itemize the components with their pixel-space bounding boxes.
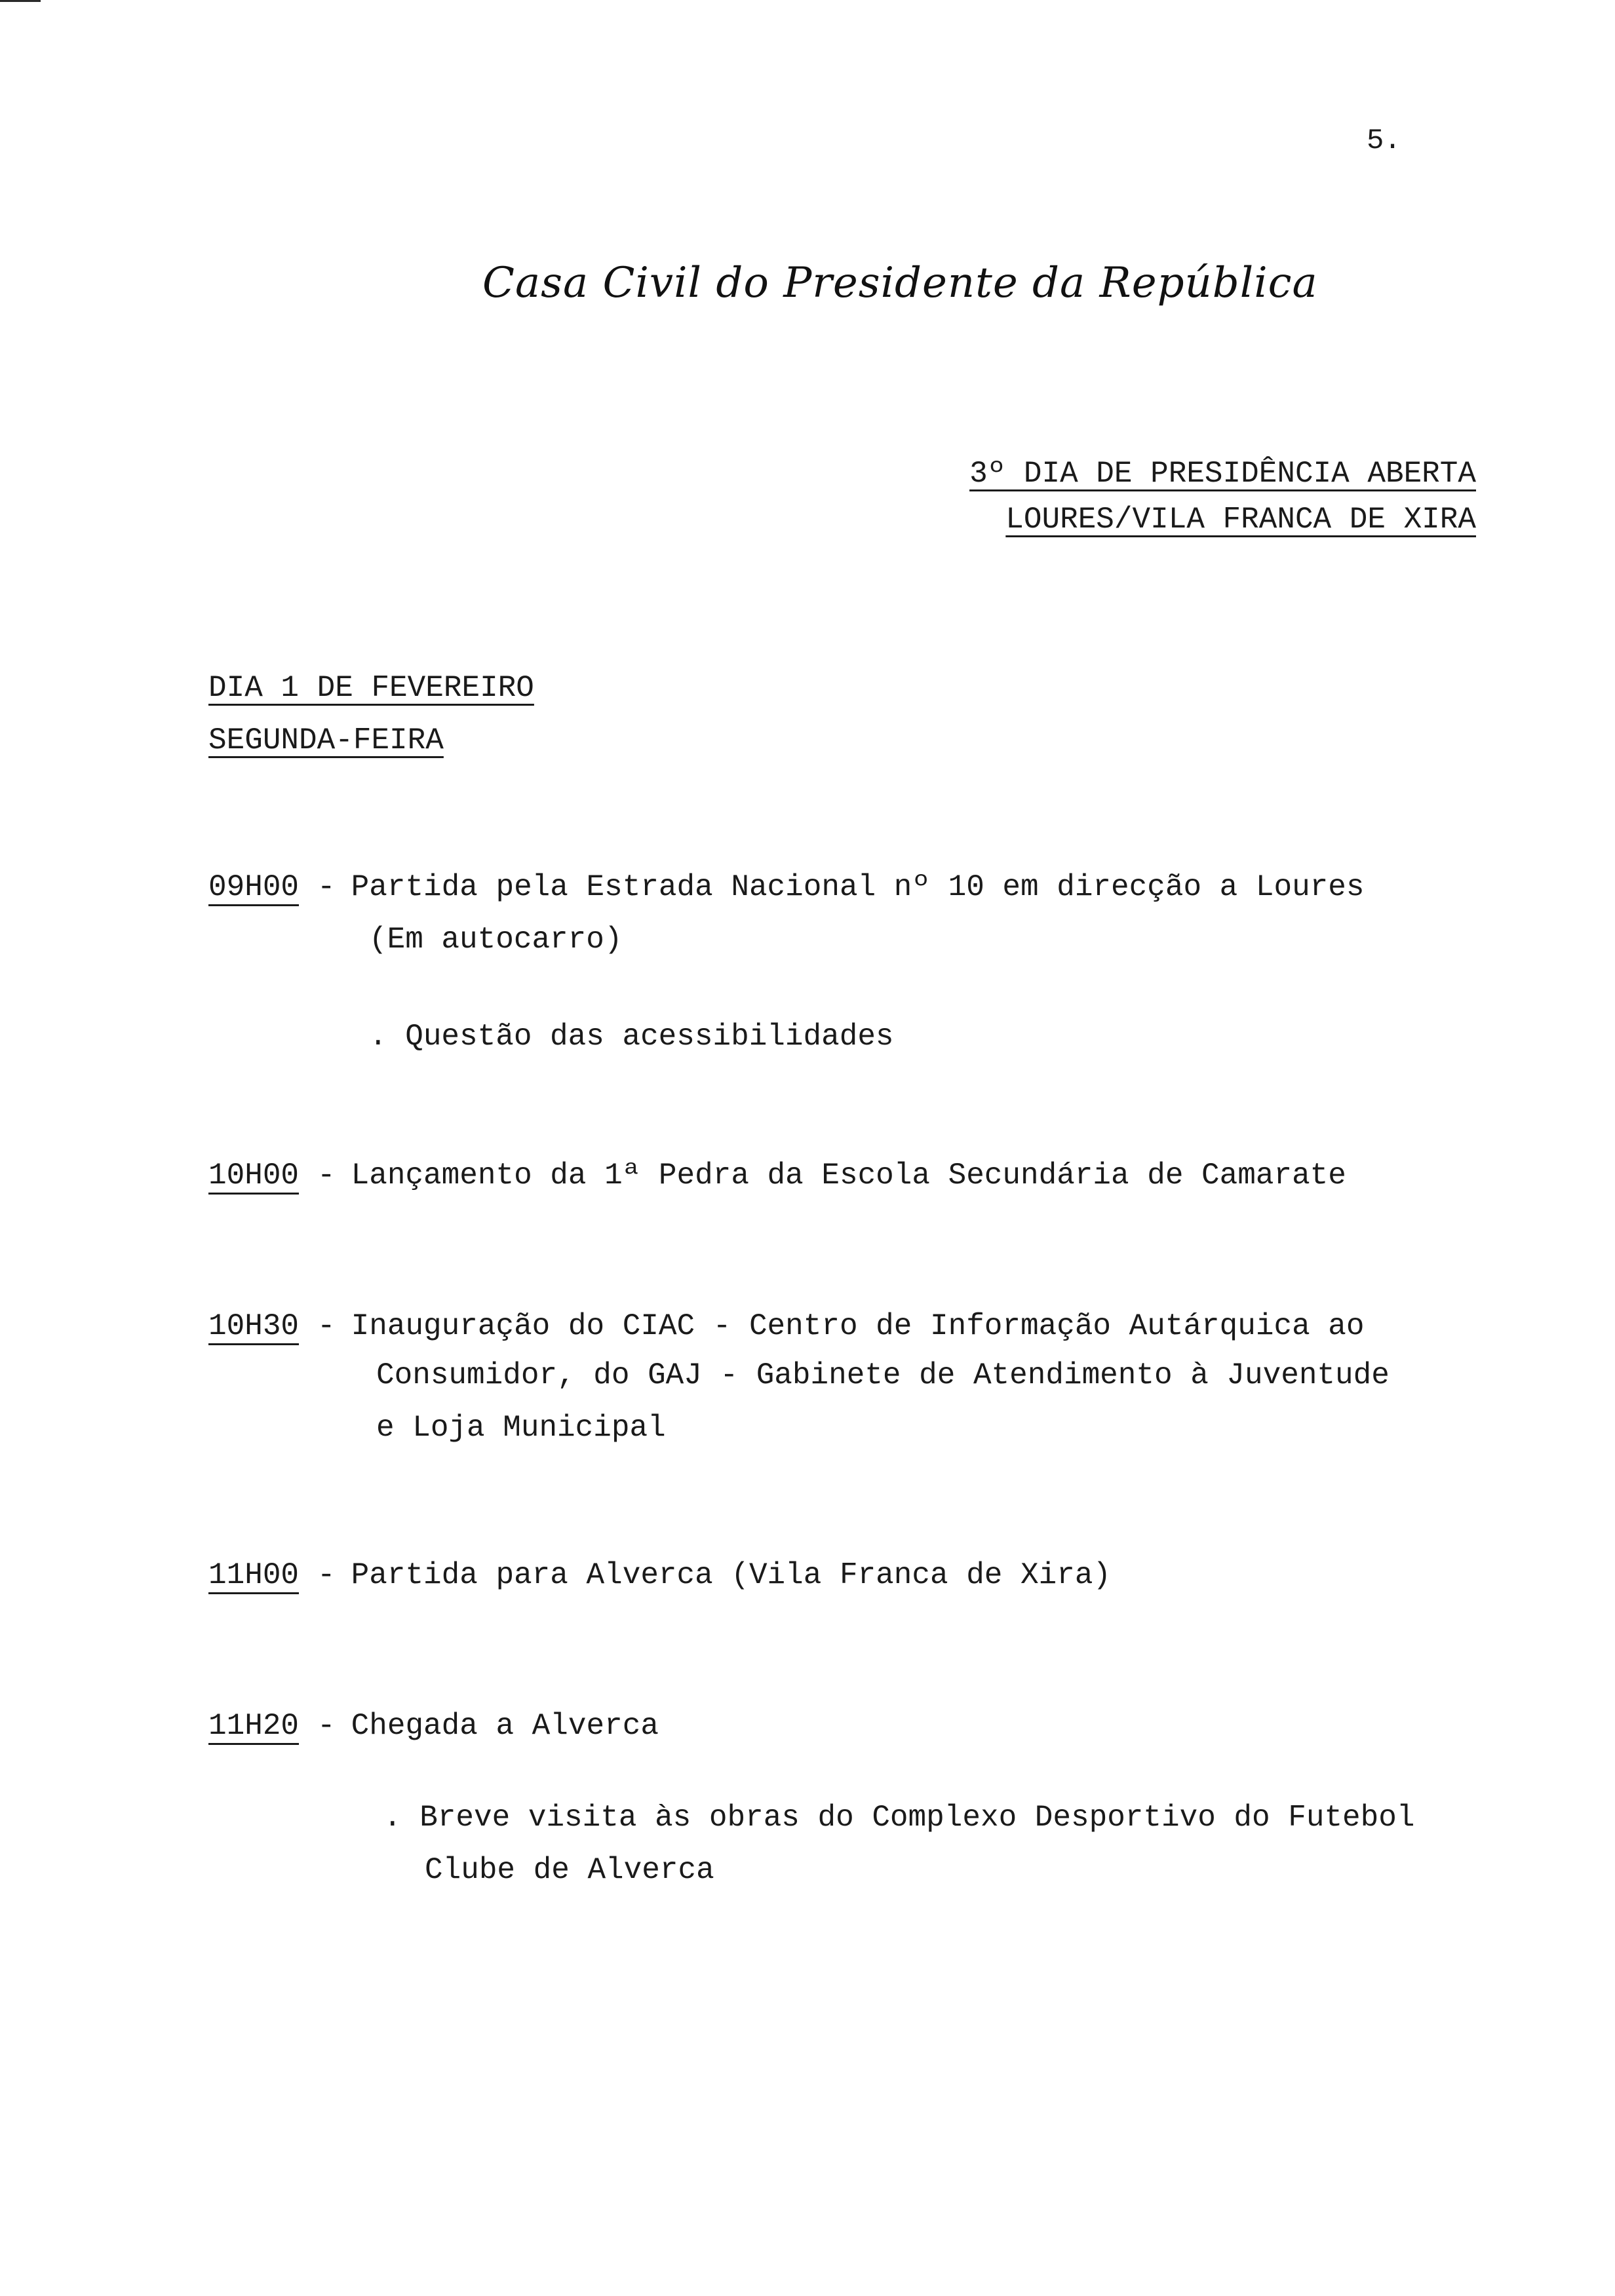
heading-presidency-day: 3º DIA DE PRESIDÊNCIA ABERTA <box>969 457 1476 491</box>
date-line: DIA 1 DE FEVEREIRO <box>208 671 534 705</box>
weekday-line: SEGUNDA-FEIRA <box>208 723 444 757</box>
time-label: 11H20 <box>208 1709 300 1743</box>
time-label: 10H30 <box>208 1309 300 1343</box>
separator-dash: - <box>317 1709 336 1743</box>
bullet-marker: . <box>369 1020 387 1054</box>
bullet-text: Questão das acessibilidades <box>405 1020 894 1054</box>
bullet-continuation: Clube de Alverca <box>425 1853 714 1887</box>
bullet-text: Breve visita às obras do Complexo Desportivo do Futebol <box>419 1801 1415 1835</box>
schedule-entry <box>208 1558 1111 1592</box>
entry-bullet <box>369 1020 894 1054</box>
separator-dash: - <box>317 1309 336 1343</box>
entry-text: Chegada a Alverca <box>351 1709 659 1743</box>
schedule-entry <box>208 1309 1365 1343</box>
entry-text: Partida para Alverca (Vila Franca de Xira) <box>351 1558 1112 1592</box>
time-label: 10H00 <box>208 1158 300 1193</box>
entry-continuation: e Loja Municipal <box>376 1411 666 1445</box>
page-number: 5. <box>1367 124 1401 157</box>
entry-bullet <box>383 1801 1414 1835</box>
entry-text: Lançamento da 1ª Pedra da Escola Secundária de Camarate <box>351 1158 1346 1193</box>
entry-continuation: Consumidor, do GAJ - Gabinete de Atendimento à Juventude <box>376 1358 1390 1392</box>
entry-continuation: (Em autocarro) <box>369 923 623 957</box>
heading-location: LOURES/VILA FRANCA DE XIRA <box>1005 503 1476 537</box>
schedule-entry <box>208 870 1365 904</box>
bullet-marker: . <box>383 1801 402 1835</box>
entry-text: Inauguração do CIAC - Centro de Informação Autárquica ao <box>351 1309 1365 1343</box>
schedule-entry <box>208 1158 1346 1193</box>
separator-dash: - <box>317 1558 336 1592</box>
time-label: 11H00 <box>208 1558 300 1592</box>
corner-rule <box>0 0 41 2</box>
entry-text: Partida pela Estrada Nacional nº 10 em direcção a Loures <box>351 870 1365 904</box>
letterhead-title: Casa Civil do Presidente da República <box>482 259 1318 307</box>
separator-dash: - <box>317 870 336 904</box>
separator-dash: - <box>317 1158 336 1193</box>
schedule-entry <box>208 1709 659 1743</box>
time-label: 09H00 <box>208 870 300 904</box>
